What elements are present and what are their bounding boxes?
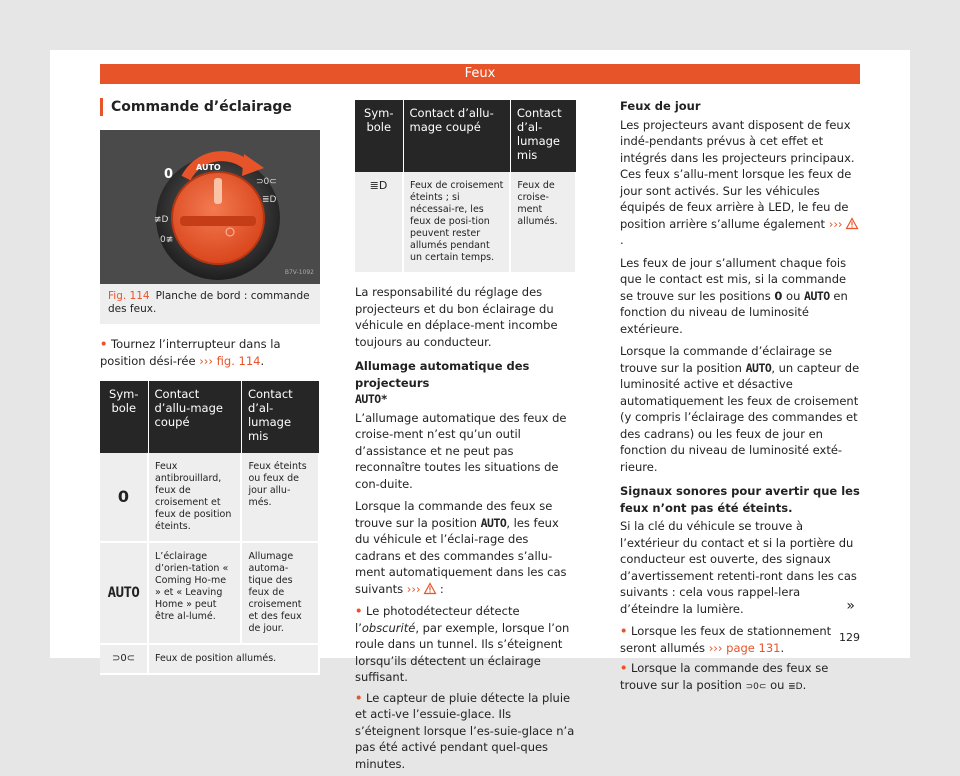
th-symbol: Sym-bole: [355, 100, 403, 172]
symbol-table-2: [355, 100, 577, 274]
table-row: ≣D Feux de croisement éteints ; si nécessai-re, les feux de posi-tion peuvent rester allumés pendant un certain temps. Feux de croise-ment allumés.: [355, 172, 576, 273]
low-beam-icon: ≣D: [788, 681, 803, 692]
table-row: ⊃0⊂ Feux de position allumés.: [100, 644, 319, 674]
th-symbol: Sym-bole: [100, 381, 148, 453]
svg-text:≢D: ≢D: [154, 215, 169, 225]
section-title: Commande d’éclairage: [100, 98, 320, 116]
low-beam-icon: ≣D: [355, 172, 403, 273]
figure-light-switch: [100, 130, 320, 284]
th-ignition-off: Contact d’allu-mage coupé: [403, 100, 510, 172]
symbol-0: 0: [100, 453, 148, 542]
bullet-turn-switch: • Tournez l’interrupteur dans la position dési-rée ››› fig. 114.: [100, 337, 281, 368]
table-row: AUTO L’éclairage d’orien-tation « Coming Ho-me » et « Leaving Home » peut être al-lumé. Allumage automa-tique des feux de croisement et des feux de jour.: [100, 542, 319, 644]
th-ignition-on: Contact d’al-lumage mis: [241, 381, 319, 453]
warning-link[interactable]: ›››: [828, 216, 843, 231]
caption-text: Planche de bord : commande des feux.: [108, 290, 310, 315]
warning-icon: [846, 218, 858, 229]
figure-label: Fig. 114: [108, 290, 150, 302]
bullet-dot: •: [100, 337, 108, 351]
heading-daytime-lights: Feux de jour: [620, 99, 701, 113]
th-ignition-off: Contact d’allu-mage coupé: [148, 381, 241, 453]
knob-label-0: 0: [164, 167, 174, 182]
link-fig-114[interactable]: ››› fig. 114: [199, 353, 261, 368]
table-row: 0 Feux antibrouillard, feux de croisement et feux de position éteints. Feux éteints ou feux de jour allu-més.: [100, 453, 319, 542]
bullet-switch-position: • Lorsque la commande des feux se trouve sur la position ⊃0⊂ ou ≣D.: [620, 661, 829, 692]
bullet-rain-sensor: • Le capteur de pluie détecte la pluie et acti-ve l’essuie-glace. Ils s’éteignent lorsque l’es-suie-glace n’a pas été activé pendant quel-ques minutes.: [355, 690, 575, 771]
figure-caption: [100, 284, 320, 324]
symbol-table-1: [100, 381, 320, 675]
link-page-131[interactable]: ››› page 131: [708, 640, 781, 655]
knob-label-auto: AUTO: [196, 163, 221, 172]
position-lights-icon: ⊃0⊂: [100, 644, 148, 674]
column-2: Sym-bole Contact d’allu-mage coupé Contact d’al-lumage mis ≣D Feux de croisement éteints ; si nécessai-re, les feux de posi-tion peuvent rester allumés pendant un certain temps. Feux de croise-ment allumés. La responsabilité du réglage des projecteurs et du bon éclairage du véhicule en déplace-ment incombe toujours au conducteur. Allumage automatique des projecteurs AUTO* L’allumage automatique des feux de croise-ment n’est qu’un outil d’assistance et ne peut pas reconnaître toutes les situations de con-duite. Lorsque la commande des feux se trouve sur la position AUTO, les feux du véhicule et l’éclai-rage des cadrans et des commandes s’allu-ment automatiquement dans les cas suivants ››› : • Le photodétecteur détecte l’obscurité, par exemple, lorsque l’on roule dans un tunnel. Ils s’éteignent lorsqu’ils détectent un éclairage suffisant. • Le capteur de pluie détecte la pluie et acti-ve l’essuie-glace. Ils s’éteignent lorsque l’es-suie-glace n’a pas été activé pendant quel-ques minutes.: [355, 98, 577, 776]
th-ignition-on: Contact d’al-lumage mis: [510, 100, 576, 172]
bullet-photodetector: • Le photodétecteur détecte l’obscurité, par exemple, lorsque l’on roule dans un tunnel. Ils s’éteignent lorsqu’ils détectent un éclairage suffisant.: [355, 604, 570, 684]
column-1: [100, 98, 320, 685]
position-lights-icon: ⊃0⊂: [745, 681, 767, 692]
figure-code: B7V-1092: [284, 268, 314, 276]
svg-text:⊃0⊂: ⊃0⊂: [256, 177, 277, 187]
chapter-header: Feux: [100, 64, 860, 84]
page: [50, 50, 910, 771]
subhead-auto-headlights: Allumage automatique des projecteurs AUTO*: [355, 359, 530, 406]
svg-text:≣D: ≣D: [262, 195, 277, 205]
light-switch-illustration: [100, 130, 320, 284]
heading-acoustic-signals: Signaux sonores pour avertir que les feux n’ont pas été éteints.: [620, 484, 860, 515]
symbol-auto: AUTO: [100, 542, 148, 644]
page-number: 129: [839, 631, 860, 644]
warning-link[interactable]: ›››: [406, 581, 421, 596]
svg-text:0≢: 0≢: [160, 235, 174, 245]
continue-mark: »: [846, 598, 855, 614]
column-3: Feux de jour Les projecteurs avant disposent de feux indé-pendants prévus à cet effet et intégrés dans les projecteurs principaux. Ces feux s’allu-ment lorsque les feux de jour sont activés. Sur les véhicules équipés de feux arrière à LED, le feu de position arrière s’allume également ››› . Les feux de jour s’allument chaque fois que le contact est mis, si la commande se trouve sur les positions 0 ou AUTO en fonction du niveau de luminosité extérieure. Lorsque la commande d’éclairage se trouve sur la position AUTO, un capteur de luminosité active et désactive automatiquement les feux de croisement (y compris l’éclairage des commandes et des cadrans) ou les feux de jour en fonction du niveau de luminosité exté-rieure. Signaux sonores pour avertir que les feux n’ont pas été éteints. Si la clé du véhicule se trouve à l’extérieur du contact et si la portière du conducteur est ouverte, des signaux d’avertissement retenti-ront dans les cas suivants : cela vous rappel-lera d’éteindre la lumière. • Lorsque les feux de stationnement seront allumés ››› page 131. • Lorsque la commande des feux se trouve sur la position ⊃0⊂ ou ≣D.: [620, 98, 860, 699]
warning-icon: [424, 583, 436, 594]
bullet-parking-lights: • Lorsque les feux de stationnement seront allumés ››› page 131.: [620, 624, 832, 655]
